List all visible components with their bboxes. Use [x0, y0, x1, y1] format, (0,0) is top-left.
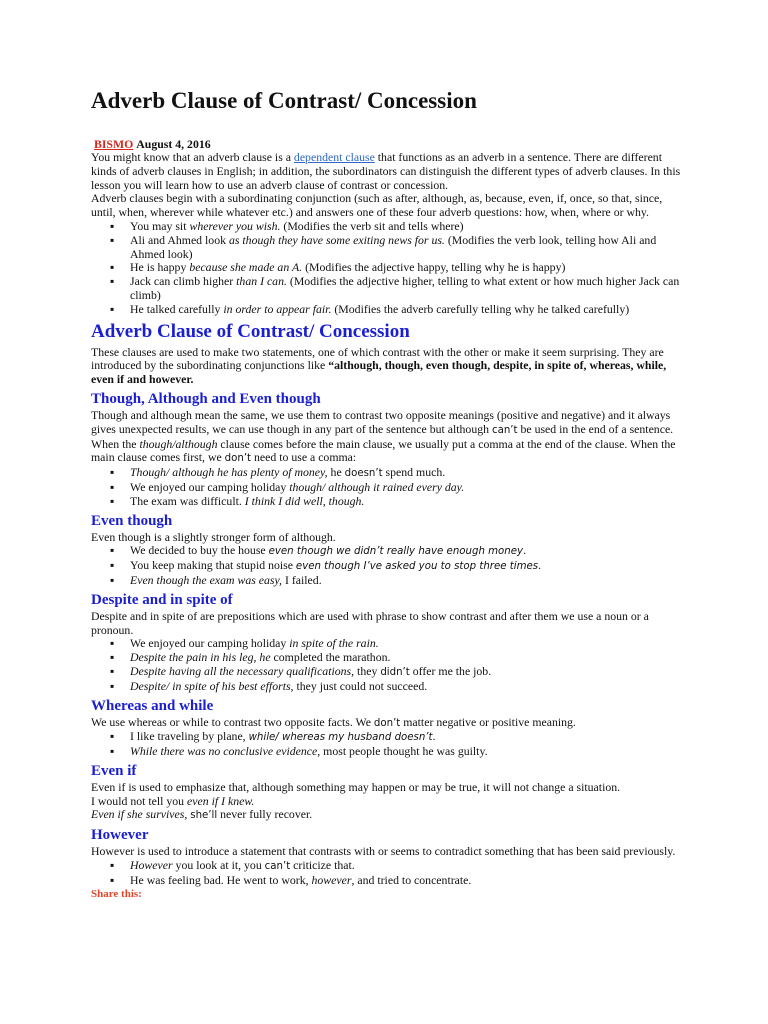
even-if-example-1: I would not tell you even if I knew.: [91, 793, 255, 808]
however-example-list: [91, 859, 681, 888]
heading-whereas: Whereas and while: [91, 697, 214, 714]
article-body: [91, 137, 681, 901]
share-this-label: Share this:: [91, 887, 142, 900]
list-item: ▪ You may sit wherever you wish. (Modifies the verb sit and tells where): [91, 220, 681, 234]
even-though-paragraph: Even though is a slightly stronger form of although.: [91, 529, 336, 544]
despite-example-list: [91, 637, 681, 693]
list-item: ▪ We decided to buy the house even though we didn’t really have enough money.: [91, 544, 681, 559]
even-if-example-2: Even if she survives, she’ll never fully recover.: [91, 807, 313, 822]
whereas-example-list: [91, 730, 681, 759]
even-if-paragraph: Even if is used to emphasize that, although something may happen or may be true, it will not change a situation.: [91, 779, 621, 794]
section-heading-contrast: Adverb Clause of Contrast/ Concession: [91, 320, 410, 342]
list-item: ▪ However you look at it, you can’t criticize that.: [91, 859, 681, 874]
heading-however: However: [91, 827, 149, 844]
list-item: ▪ We enjoyed our camping holiday in spite of the rain.: [91, 637, 681, 651]
intro-paragraph-1: You might know that an adverb clause is a dependent clause that functions as an adverb in a sentence. There are different kinds of adverb clauses in English; in addition, the subordinators can distinguish the different types of adverb clauses. In this lesson you will learn how to use an adverb clause of contrast or concession.: [91, 150, 681, 192]
dependent-clause-link[interactable]: dependent clause: [293, 150, 375, 164]
intro-example-list: [91, 220, 681, 317]
list-item: ▪ Ali and Ahmed look as though they have some exiting news for us. (Modifies the verb look, telling how Ali and Ahmed look): [91, 234, 681, 262]
even-though-example-list: [91, 544, 681, 587]
list-item: ▪ You keep making that stupid noise even though I’ve asked you to stop three times.: [91, 559, 681, 574]
list-item: ▪ Though/ although he has plenty of money, he doesn’t spend much.: [91, 466, 681, 481]
heading-even-though: Even though: [91, 512, 173, 529]
heading-despite: Despite and in spite of: [91, 591, 233, 608]
list-item: ▪ He is happy because she made an A. (Modifies the adjective happy, telling why he is happy): [91, 261, 681, 275]
list-item: ▪ While there was no conclusive evidence, most people thought he was guilty.: [91, 745, 681, 759]
post-meta: [91, 137, 681, 151]
heading-even-if: Even if: [91, 762, 137, 779]
author-link[interactable]: BISMO: [93, 137, 134, 151]
list-item: ▪ I like traveling by plane, while/ whereas my husband doesn’t.: [91, 730, 681, 745]
list-item: ▪ Despite having all the necessary qualifications, they didn’t offer me the job.: [91, 665, 681, 680]
however-paragraph: However is used to introduce a statement that contrasts with or seems to contradict something that has been said previously.: [91, 844, 676, 859]
list-item: ▪ The exam was difficult. I think I did well, though.: [91, 495, 681, 509]
post-date: August 4, 2016: [136, 137, 211, 151]
despite-paragraph: Despite and in spite of are prepositions which are used with phrase to show contrast and after them we use a noun or a pronoun.: [91, 608, 649, 637]
though-paragraph: Though and although mean the same, we use them to contrast two opposite meanings (positive and negative) and it always gives unexpected results, we can use though in any part of the sentence but although can’t be used in the end of a sentence. When the though/although clause comes before the main clause, we usually put a comma at the end of the clause. When the main clause comes first, we don’t need to use a comma:: [91, 407, 676, 465]
though-example-list: [91, 466, 681, 508]
list-item: ▪ He was feeling bad. He went to work, however, and tried to concentrate.: [91, 874, 681, 888]
page-title: Adverb Clause of Contrast/ Concession: [91, 88, 477, 113]
list-item: ▪ Despite the pain in his leg, he completed the marathon.: [91, 651, 681, 665]
list-item: ▪ Jack can climb higher than I can. (Modifies the adjective higher, telling to what extent or how much higher Jack can climb): [91, 275, 681, 303]
list-item: ▪ Even though the exam was easy, I failed.: [91, 574, 681, 588]
heading-though: Though, Although and Even though: [91, 390, 321, 407]
list-item: ▪ Despite/ in spite of his best efforts, they just could not succeed.: [91, 680, 681, 694]
whereas-paragraph: We use whereas or while to contrast two opposite facts. We don’t matter negative or positive meaning.: [91, 714, 576, 729]
list-item: ▪ We enjoyed our camping holiday though/ although it rained every day.: [91, 481, 681, 495]
list-item: ▪ He talked carefully in order to appear fair. (Modifies the adverb carefully telling why he talked carefully): [91, 303, 681, 317]
intro-paragraph-2: Adverb clauses begin with a subordinating conjunction (such as after, although, as, because, even, if, once, so that, since, until, when, wherever while whatever etc.) and answers one of these four adverb questions: how, when, where or why.: [91, 191, 663, 220]
contrast-paragraph: These clauses are used to make two statements, one of which contrast with the other or make it seem surprising. They are introduced by the subordinating conjunctions like “although, though, even though, despite, in spite of, whereas, while, even if and however.: [91, 344, 667, 387]
